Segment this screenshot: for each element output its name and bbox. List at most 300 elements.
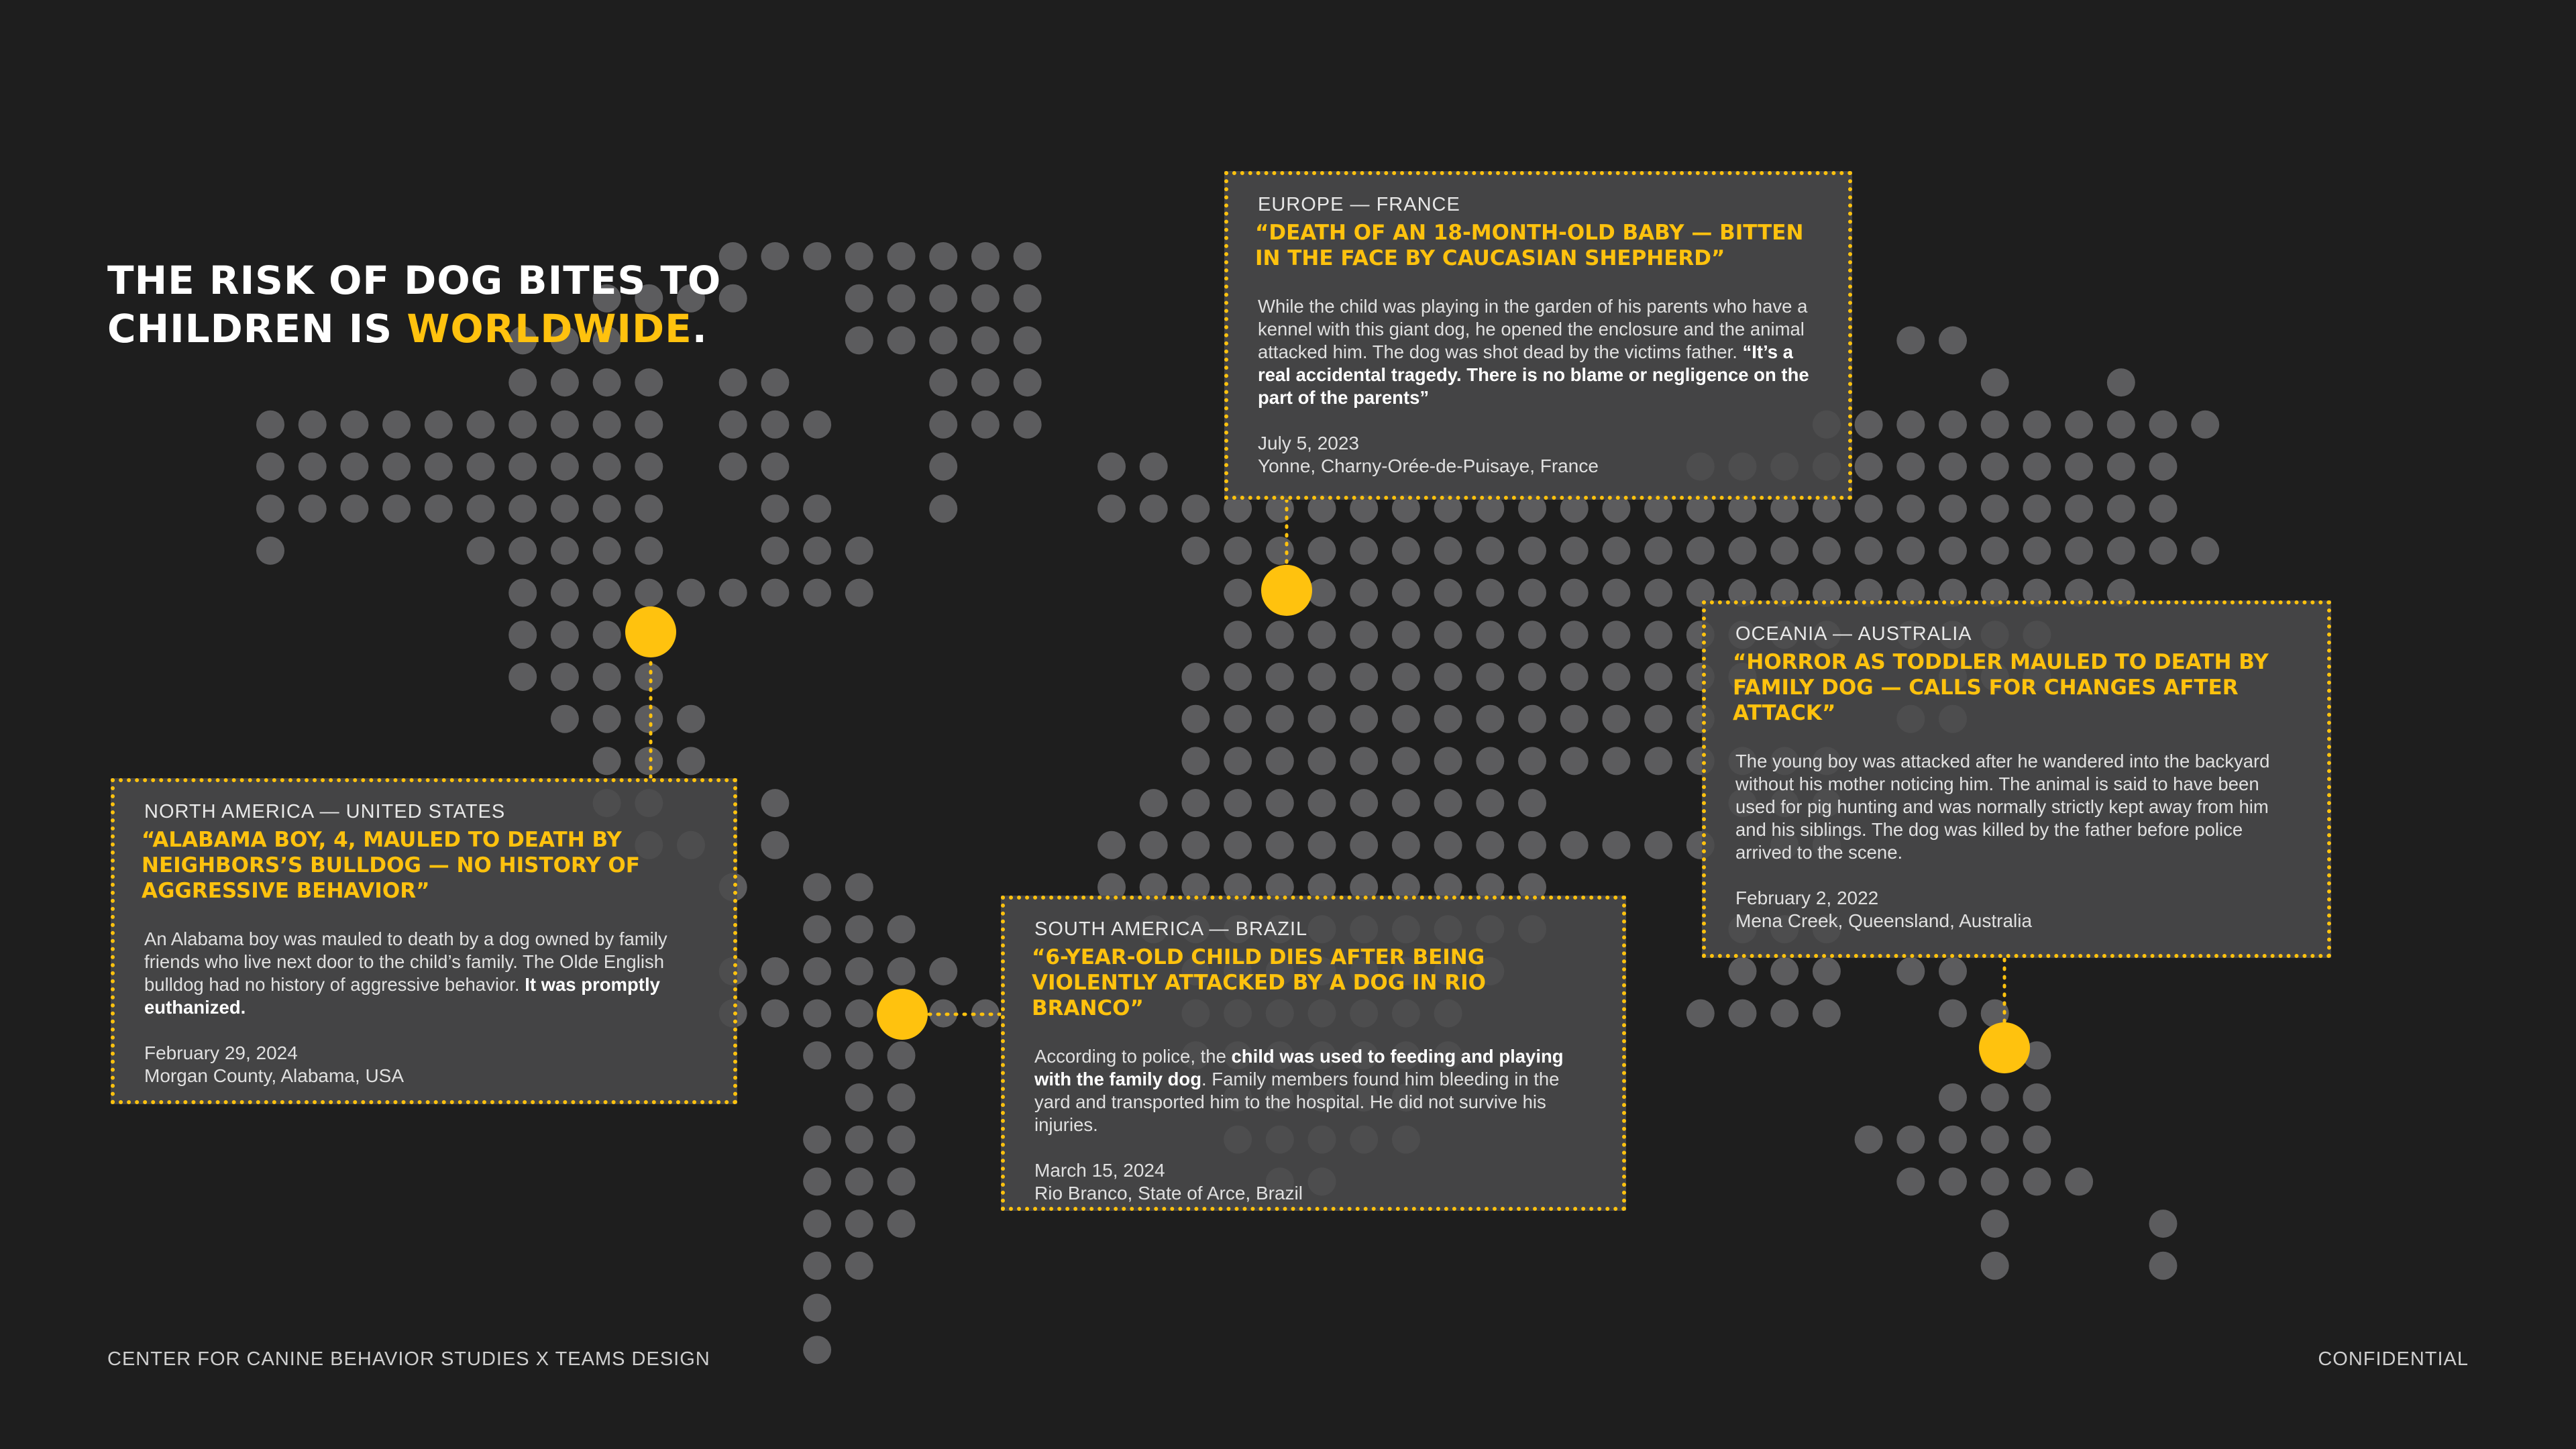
map-dot <box>803 1041 831 1069</box>
map-dot <box>971 326 1000 354</box>
map-dot <box>1602 621 1630 649</box>
map-dot <box>1392 705 1420 733</box>
map-dot <box>971 242 1000 270</box>
map-dot <box>1981 368 2009 396</box>
map-dot <box>1981 1167 2009 1195</box>
map-dot <box>635 368 663 396</box>
map-dot <box>1266 537 1294 565</box>
map-dot <box>1981 537 2009 565</box>
map-dot <box>1560 705 1589 733</box>
map-dot <box>1350 831 1378 859</box>
title-suffix: . <box>692 306 708 352</box>
map-dot <box>803 915 831 943</box>
map-dot <box>1686 537 1715 565</box>
map-dot <box>1014 326 1042 354</box>
map-dot <box>1939 1000 1967 1028</box>
map-dot <box>845 1126 873 1154</box>
map-dot <box>929 326 957 354</box>
map-dot <box>1518 831 1546 859</box>
title-line-1: THE RISK OF DOG BITES TO <box>107 258 722 303</box>
card-region: NORTH AMERICA — UNITED STATES <box>144 801 506 822</box>
map-dot <box>593 621 621 649</box>
map-dot <box>256 453 284 481</box>
card-body <box>1258 295 1821 409</box>
map-dot <box>1392 747 1420 775</box>
map-dot <box>593 537 621 565</box>
map-dot <box>551 411 579 439</box>
map-dot <box>1181 705 1210 733</box>
card-region: SOUTH AMERICA — BRAZIL <box>1034 918 1308 940</box>
map-dot <box>888 1126 916 1154</box>
map-dot <box>1644 579 1672 607</box>
map-dot <box>1308 831 1336 859</box>
map-dot <box>803 579 831 607</box>
map-dot <box>1014 242 1042 270</box>
map-dot <box>551 663 579 691</box>
map-dot <box>1308 705 1336 733</box>
map-dot <box>1729 537 1757 565</box>
map-dot <box>1434 537 1462 565</box>
map-dot <box>1224 747 1252 775</box>
map-dot <box>1266 747 1294 775</box>
map-dot <box>508 537 537 565</box>
map-dot <box>508 411 537 439</box>
map-dot <box>677 705 705 733</box>
map-dot <box>1224 705 1252 733</box>
map-dot <box>888 326 916 354</box>
map-dot <box>1350 789 1378 817</box>
map-dot <box>1434 579 1462 607</box>
card-body <box>144 928 706 1019</box>
map-dot <box>1392 537 1420 565</box>
map-dot <box>1476 789 1504 817</box>
map-dot <box>803 1167 831 1195</box>
map-dot <box>1939 957 1967 985</box>
map-dot <box>1350 621 1378 649</box>
map-dot <box>803 411 831 439</box>
card-date: March 15, 2024 <box>1034 1160 1165 1181</box>
map-dot <box>2023 537 2051 565</box>
map-dot <box>1770 957 1799 985</box>
map-dot <box>1939 411 1967 439</box>
map-dot <box>1729 1000 1757 1028</box>
map-dot <box>1434 789 1462 817</box>
map-dot <box>1140 831 1168 859</box>
map-dot <box>551 579 579 607</box>
card-place: Yonne, Charny-Orée-de-Puisaye, France <box>1258 455 1599 476</box>
map-dot <box>803 242 831 270</box>
map-dot <box>2023 494 2051 523</box>
map-dot <box>1602 579 1630 607</box>
map-dot <box>635 494 663 523</box>
map-dot <box>1224 831 1252 859</box>
map-dot <box>1308 621 1336 649</box>
map-dot <box>1434 831 1462 859</box>
map-dot <box>508 579 537 607</box>
map-dot <box>1560 831 1589 859</box>
map-dot <box>340 494 368 523</box>
map-dot <box>551 368 579 396</box>
map-dot <box>508 453 537 481</box>
map-dot <box>1981 1083 2009 1112</box>
map-dot <box>761 789 789 817</box>
map-dot <box>1602 747 1630 775</box>
map-dot <box>845 873 873 902</box>
card-north-america <box>111 778 737 1104</box>
map-dot <box>803 957 831 985</box>
map-dot <box>761 368 789 396</box>
map-dot <box>2191 537 2219 565</box>
card-body-post: . Family members found him bleeding in the yard and transported him to the hospital. He did not survive his injuries. <box>1034 1069 1560 1135</box>
map-dot <box>382 494 411 523</box>
map-dot <box>1181 831 1210 859</box>
map-dot <box>1097 494 1126 523</box>
map-dot <box>761 494 789 523</box>
map-dot <box>1014 284 1042 313</box>
card-date: February 2, 2022 <box>1735 888 1879 908</box>
map-dot <box>467 537 495 565</box>
map-dot <box>551 705 579 733</box>
map-dot <box>1266 789 1294 817</box>
map-dot <box>845 326 873 354</box>
map-dot <box>1181 789 1210 817</box>
map-dot <box>1939 326 1967 354</box>
card-body-text: While the child was playing in the garden of his parents who have a kennel with this giant dog, he opened the enclosure and the animal attacked him. The dog was shot dead by the victims father. <box>1258 296 1808 362</box>
map-dot <box>888 1083 916 1112</box>
map-dot <box>719 579 747 607</box>
map-dot <box>1813 1000 1841 1028</box>
map-dot <box>1518 663 1546 691</box>
map-dot <box>425 453 453 481</box>
map-dot <box>299 411 327 439</box>
map-dot <box>593 453 621 481</box>
map-dot <box>761 831 789 859</box>
map-dot <box>1392 831 1420 859</box>
map-dot <box>593 663 621 691</box>
map-dot <box>635 705 663 733</box>
map-dot <box>1181 747 1210 775</box>
map-dot <box>425 494 453 523</box>
map-dot <box>719 368 747 396</box>
card-body-bold: child was used to feeding and playing with the family dog <box>1034 1046 1564 1089</box>
map-dot <box>1896 411 1925 439</box>
map-dot <box>1855 494 1883 523</box>
map-dot <box>803 1210 831 1238</box>
map-dot <box>845 957 873 985</box>
map-dot <box>845 284 873 313</box>
map-dot <box>1644 537 1672 565</box>
map-dot <box>1896 537 1925 565</box>
map-dot <box>761 242 789 270</box>
map-dot <box>845 1210 873 1238</box>
map-dot <box>1518 579 1546 607</box>
map-dot <box>1939 494 1967 523</box>
title-line-2: CHILDREN IS <box>107 306 407 352</box>
map-dot <box>1644 663 1672 691</box>
page-title <box>107 256 721 353</box>
map-dot <box>1813 537 1841 565</box>
pin-oceania[interactable] <box>1979 1022 2030 1073</box>
map-dot <box>1392 789 1420 817</box>
map-dot <box>1855 537 1883 565</box>
map-dot <box>845 1167 873 1195</box>
map-dot <box>1434 663 1462 691</box>
map-dot <box>508 663 537 691</box>
map-dot <box>508 621 537 649</box>
map-dot <box>467 411 495 439</box>
map-dot <box>256 537 284 565</box>
map-dot <box>1518 621 1546 649</box>
map-dot <box>1644 705 1672 733</box>
map-dot <box>803 1000 831 1028</box>
map-dot <box>1350 705 1378 733</box>
title-highlight: WORLDWIDE <box>407 306 692 352</box>
map-dot <box>1518 747 1546 775</box>
map-dot <box>1181 663 1210 691</box>
map-dot <box>1939 537 1967 565</box>
map-dot <box>1939 453 1967 481</box>
map-dot <box>1308 537 1336 565</box>
map-dot <box>1224 621 1252 649</box>
map-dot <box>888 284 916 313</box>
map-dot <box>2191 411 2219 439</box>
map-dot <box>1560 663 1589 691</box>
map-dot <box>1266 663 1294 691</box>
map-dot <box>1896 957 1925 985</box>
map-dot <box>299 494 327 523</box>
map-dot <box>1392 621 1420 649</box>
map-dot <box>1140 494 1168 523</box>
map-dot <box>1308 663 1336 691</box>
map-dot <box>1560 537 1589 565</box>
map-dot <box>971 411 1000 439</box>
map-dot <box>299 453 327 481</box>
map-dot <box>382 411 411 439</box>
card-body-pre: According to police, the <box>1034 1046 1226 1067</box>
map-dot <box>1224 579 1252 607</box>
map-dot <box>1476 621 1504 649</box>
map-dot <box>803 873 831 902</box>
map-dot <box>761 1000 789 1028</box>
map-dot <box>1518 537 1546 565</box>
map-dot <box>1434 747 1462 775</box>
map-dot <box>1560 747 1589 775</box>
map-dot <box>803 494 831 523</box>
map-dot <box>1939 1126 1967 1154</box>
map-dot <box>719 242 747 270</box>
map-dot <box>845 579 873 607</box>
card-oceania <box>1702 600 2331 958</box>
map-dot <box>1350 747 1378 775</box>
map-dot <box>340 453 368 481</box>
map-dot <box>761 957 789 985</box>
map-dot <box>929 284 957 313</box>
map-dot <box>677 579 705 607</box>
map-dot <box>929 957 957 985</box>
card-body-bold: It was promptly euthanized. <box>144 974 660 1018</box>
map-dot <box>888 915 916 943</box>
map-dot <box>803 1126 831 1154</box>
map-dot <box>1729 957 1757 985</box>
map-dot <box>845 1000 873 1028</box>
card-europe <box>1224 171 1852 500</box>
map-dot <box>1350 537 1378 565</box>
map-dot <box>1981 411 2009 439</box>
map-dot <box>2065 411 2093 439</box>
map-dot <box>1224 537 1252 565</box>
card-body: The young boy was attacked after he wandered into the backyard without his mother noticing him. The animal is said to have been used for pig hunting and was normally strictly kept away from him and his siblings. The dog was killed by the father before police arrived to the scene. <box>1735 751 2270 863</box>
map-dot <box>635 663 663 691</box>
map-dot <box>1981 1252 2009 1280</box>
map-dot <box>1476 705 1504 733</box>
map-dot <box>2107 537 2135 565</box>
map-dot <box>1350 579 1378 607</box>
map-dot <box>719 284 747 313</box>
map-dot <box>929 1000 957 1028</box>
map-dot <box>1014 368 1042 396</box>
map-dot <box>1308 747 1336 775</box>
map-dot <box>1224 663 1252 691</box>
map-dot <box>2023 411 2051 439</box>
map-dot <box>1476 663 1504 691</box>
map-dot <box>2023 453 2051 481</box>
card-date: July 5, 2023 <box>1258 433 1359 453</box>
map-dot <box>971 1000 1000 1028</box>
map-dot <box>888 242 916 270</box>
map-dot <box>845 242 873 270</box>
card-place: Rio Branco, State of Arce, Brazil <box>1034 1183 1303 1203</box>
map-dot <box>1097 831 1126 859</box>
map-dot <box>929 494 957 523</box>
map-dot <box>888 1041 916 1069</box>
map-dot <box>1097 453 1126 481</box>
map-dot <box>1644 831 1672 859</box>
map-dot <box>2149 453 2178 481</box>
map-dot <box>929 453 957 481</box>
card-headline: “DEATH OF AN 18-MONTH-OLD BABY — BITTEN IN THE FACE BY CAUCASIAN SHEPHERD” <box>1255 221 1804 270</box>
map-dot <box>1560 621 1589 649</box>
pin-north-america[interactable] <box>625 606 676 657</box>
map-dot <box>635 411 663 439</box>
map-dot <box>1686 1000 1715 1028</box>
map-dot <box>467 494 495 523</box>
card-region: OCEANIA — AUSTRALIA <box>1735 623 1972 645</box>
map-dot <box>593 705 621 733</box>
map-dot <box>1602 663 1630 691</box>
map-dot <box>1140 453 1168 481</box>
map-dot <box>803 1252 831 1280</box>
map-dot <box>2149 537 2178 565</box>
map-dot <box>2107 453 2135 481</box>
card-south-america <box>1001 896 1626 1211</box>
card-region: EUROPE — FRANCE <box>1258 194 1460 215</box>
card-body <box>1034 1045 1595 1136</box>
map-dot <box>1813 957 1841 985</box>
map-dot <box>1602 537 1630 565</box>
map-dot <box>2107 411 2135 439</box>
map-dot <box>2107 368 2135 396</box>
map-dot <box>551 621 579 649</box>
map-dot <box>1981 1126 2009 1154</box>
map-dot <box>929 242 957 270</box>
card-headline: “HORROR AS TODDLER MAULED TO DEATH BY FAMILY DOG — CALLS FOR CHANGES AFTER ATTACK” <box>1733 650 2269 725</box>
map-dot <box>929 368 957 396</box>
card-place: Morgan County, Alabama, USA <box>144 1065 405 1086</box>
map-dot <box>845 537 873 565</box>
map-dot <box>2065 453 2093 481</box>
map-dot <box>1392 663 1420 691</box>
map-dot <box>1560 579 1589 607</box>
map-dot <box>425 411 453 439</box>
map-dot <box>888 957 916 985</box>
map-dot <box>677 747 705 775</box>
map-dot <box>1476 537 1504 565</box>
card-body-bold: “It’s a real accidental tragedy. There is no blame or negligence on the part of the parents” <box>1258 341 1809 408</box>
map-dot <box>929 411 957 439</box>
map-dot <box>761 537 789 565</box>
map-dot <box>1896 494 1925 523</box>
map-dot <box>1939 1083 1967 1112</box>
card-date: February 29, 2024 <box>144 1042 298 1063</box>
map-dot <box>1644 747 1672 775</box>
card-headline: “ALABAMA BOY, 4, MAULED TO DEATH BY NEIGHBORS’S BULLDOG — NO HISTORY OF AGGRESSIVE BEHAVIOR” <box>142 828 640 903</box>
map-dot <box>1350 663 1378 691</box>
card-place: Mena Creek, Queensland, Australia <box>1735 910 2033 931</box>
map-dot <box>593 579 621 607</box>
map-dot <box>1896 453 1925 481</box>
map-dot <box>2023 1126 2051 1154</box>
map-dot <box>761 411 789 439</box>
map-dot <box>1266 831 1294 859</box>
map-dot <box>1855 1126 1883 1154</box>
map-dot <box>845 1083 873 1112</box>
pin-south-america[interactable] <box>877 989 928 1040</box>
map-dot <box>1224 789 1252 817</box>
map-dot <box>845 915 873 943</box>
map-dot <box>256 411 284 439</box>
footer-confidential: CONFIDENTIAL <box>2318 1348 2469 1370</box>
map-dot <box>845 1041 873 1069</box>
map-dot <box>1770 1000 1799 1028</box>
footer-credit: CENTER FOR CANINE BEHAVIOR STUDIES X TEAMS DESIGN <box>107 1348 710 1370</box>
pin-europe[interactable] <box>1261 565 1312 616</box>
map-dot <box>635 579 663 607</box>
map-dot <box>551 494 579 523</box>
map-dot <box>1518 705 1546 733</box>
map-dot <box>256 494 284 523</box>
map-dot <box>593 368 621 396</box>
map-dot <box>888 1167 916 1195</box>
map-dot <box>1476 579 1504 607</box>
map-dot <box>2023 1167 2051 1195</box>
map-dot <box>1602 705 1630 733</box>
map-dot <box>1981 494 2009 523</box>
map-dot <box>2149 494 2178 523</box>
map-dot <box>1476 831 1504 859</box>
map-dot <box>1308 789 1336 817</box>
map-dot <box>1602 831 1630 859</box>
map-dot <box>888 1210 916 1238</box>
map-dot <box>635 537 663 565</box>
map-dot <box>593 494 621 523</box>
map-dot <box>803 1294 831 1322</box>
map-dot <box>1140 789 1168 817</box>
map-dot <box>2107 494 2135 523</box>
map-dot <box>1434 705 1462 733</box>
map-dot <box>635 453 663 481</box>
map-dot <box>971 368 1000 396</box>
map-dot <box>1014 411 1042 439</box>
